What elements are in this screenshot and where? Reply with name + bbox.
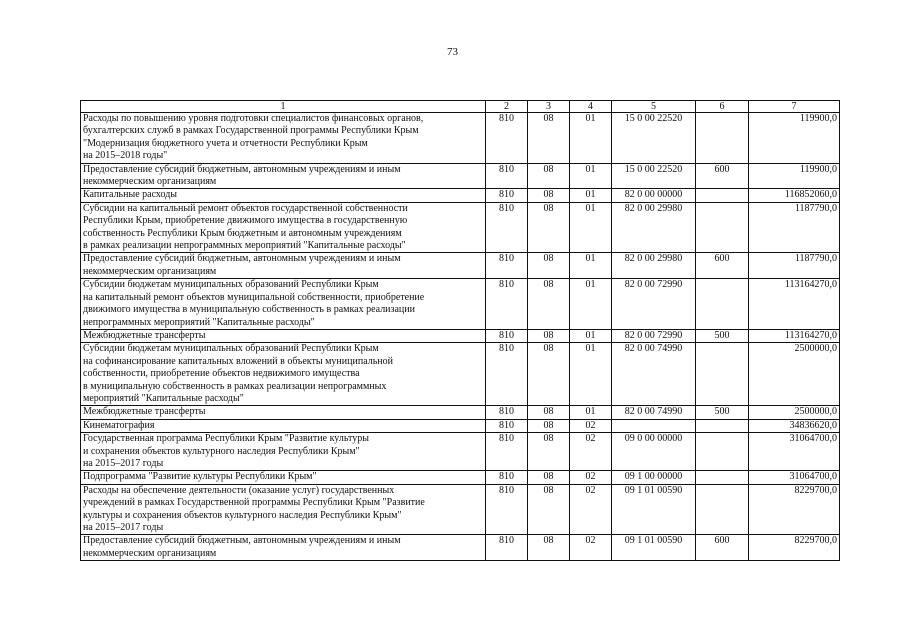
row-code-subsection: 01 bbox=[570, 163, 612, 189]
row-description: Расходы по повышению уровня подготовки специалистов финансовых органов, бухгалтерских служб в рамках Государственной программы Республики Крым "Модернизация бюджетного учета и отчетности Республики Крым на 2015–2018 годы" bbox=[81, 113, 486, 164]
row-code-section: 08 bbox=[528, 484, 570, 535]
page-number: 73 bbox=[447, 46, 458, 58]
table-row bbox=[81, 343, 840, 406]
row-code-section: 08 bbox=[528, 189, 570, 202]
row-description: Расходы на обеспечение деятельности (оказание услуг) государственных учреждений в рамках Государственной программы Республики Крым "Развитие культуры и сохранения объектов культурного наследия Республики Крым" на 2015–2017 годы bbox=[81, 484, 486, 535]
row-code-expense-type bbox=[696, 433, 749, 471]
row-code-subsection: 01 bbox=[570, 343, 612, 406]
row-code-subsection: 01 bbox=[570, 279, 612, 330]
table-row bbox=[81, 535, 840, 561]
row-description: Межбюджетные трансферты bbox=[81, 329, 486, 342]
row-code-expense-type: 500 bbox=[696, 329, 749, 342]
row-code-subsection: 02 bbox=[570, 433, 612, 471]
row-code-section: 08 bbox=[528, 253, 570, 279]
row-code-section: 08 bbox=[528, 113, 570, 164]
row-code-target: 15 0 00 22520 bbox=[612, 163, 696, 189]
row-code-section: 08 bbox=[528, 279, 570, 330]
row-description: Государственная программа Республики Крым "Развитие культуры и сохранения объектов культурного наследия Республики Крым" на 2015–2017 годы bbox=[81, 433, 486, 471]
row-code-section: 08 bbox=[528, 535, 570, 561]
row-code-ministry: 810 bbox=[486, 113, 528, 164]
row-code-expense-type bbox=[696, 189, 749, 202]
table-row bbox=[81, 419, 840, 432]
row-code-section: 08 bbox=[528, 163, 570, 189]
table-row bbox=[81, 202, 840, 253]
table-row bbox=[81, 484, 840, 535]
row-code-expense-type bbox=[696, 471, 749, 484]
row-code-expense-type bbox=[696, 202, 749, 253]
row-amount: 31064700,0 bbox=[749, 433, 840, 471]
row-description: Кинематография bbox=[81, 419, 486, 432]
row-code-target: 82 0 00 29980 bbox=[612, 202, 696, 253]
row-description: Субсидии на капитальный ремонт объектов государственной собственности Республики Крым, приобретение движимого имущества в государственную собственность Республики Крым бюджетным и автономным учреждениям в рамках реализации непрограммных мероприятий "Капитальные расходы" bbox=[81, 202, 486, 253]
row-code-subsection: 02 bbox=[570, 484, 612, 535]
row-description: Капитальные расходы bbox=[81, 189, 486, 202]
header-cell-5: 5 bbox=[612, 101, 696, 113]
row-code-subsection: 01 bbox=[570, 189, 612, 202]
row-description: Подпрограмма "Развитие культуры Республики Крым" bbox=[81, 471, 486, 484]
row-amount: 31064700,0 bbox=[749, 471, 840, 484]
row-amount: 113164270,0 bbox=[749, 329, 840, 342]
table-row bbox=[81, 433, 840, 471]
row-code-ministry: 810 bbox=[486, 329, 528, 342]
header-cell-1: 1 bbox=[81, 101, 486, 113]
row-code-expense-type bbox=[696, 113, 749, 164]
row-code-expense-type: 600 bbox=[696, 253, 749, 279]
row-code-target: 15 0 00 22520 bbox=[612, 113, 696, 164]
row-code-expense-type: 600 bbox=[696, 163, 749, 189]
row-code-ministry: 810 bbox=[486, 253, 528, 279]
row-amount: 1187790,0 bbox=[749, 253, 840, 279]
table-row bbox=[81, 329, 840, 342]
row-code-section: 08 bbox=[528, 406, 570, 419]
row-description: Предоставление субсидий бюджетным, автономным учреждениям и иным некоммерческим организациям bbox=[81, 163, 486, 189]
row-code-target: 82 0 00 74990 bbox=[612, 343, 696, 406]
row-code-expense-type bbox=[696, 279, 749, 330]
row-code-target: 82 0 00 00000 bbox=[612, 189, 696, 202]
row-amount: 8229700,0 bbox=[749, 484, 840, 535]
header-cell-2: 2 bbox=[486, 101, 528, 113]
row-code-ministry: 810 bbox=[486, 433, 528, 471]
budget-table bbox=[80, 100, 840, 561]
row-description: Субсидии бюджетам муниципальных образований Республики Крым на софинансирование капитальных вложений в объекты муниципальной собственности, приобретение объектов недвижимого имущества в муниципальную собственность в рамках реализации непрограммных мероприятий "Капитальные расходы" bbox=[81, 343, 486, 406]
row-code-subsection: 01 bbox=[570, 202, 612, 253]
row-code-expense-type bbox=[696, 343, 749, 406]
row-code-expense-type bbox=[696, 419, 749, 432]
row-code-ministry: 810 bbox=[486, 535, 528, 561]
row-code-target: 09 1 01 00590 bbox=[612, 484, 696, 535]
row-code-ministry: 810 bbox=[486, 419, 528, 432]
row-code-ministry: 810 bbox=[486, 163, 528, 189]
table-row bbox=[81, 163, 840, 189]
row-amount: 8229700,0 bbox=[749, 535, 840, 561]
row-code-ministry: 810 bbox=[486, 189, 528, 202]
row-code-ministry: 810 bbox=[486, 343, 528, 406]
row-code-target: 82 0 00 29980 bbox=[612, 253, 696, 279]
row-code-target: 82 0 00 72990 bbox=[612, 279, 696, 330]
row-amount: 2500000,0 bbox=[749, 406, 840, 419]
row-code-ministry: 810 bbox=[486, 279, 528, 330]
row-code-ministry: 810 bbox=[486, 202, 528, 253]
row-description: Субсидии бюджетам муниципальных образований Республики Крым на капитальный ремонт объектов муниципальной собственности, приобретение движимого имущества в муниципальную собственность в рамках реализации непрограммных мероприятий "Капитальные расходы" bbox=[81, 279, 486, 330]
row-amount: 119900,0 bbox=[749, 113, 840, 164]
row-amount: 116852060,0 bbox=[749, 189, 840, 202]
row-code-target: 82 0 00 74990 bbox=[612, 406, 696, 419]
header-cell-7: 7 bbox=[749, 101, 840, 113]
row-description: Предоставление субсидий бюджетным, автономным учреждениям и иным некоммерческим организациям bbox=[81, 535, 486, 561]
table-row bbox=[81, 189, 840, 202]
row-code-subsection: 02 bbox=[570, 419, 612, 432]
row-code-expense-type bbox=[696, 484, 749, 535]
row-amount: 2500000,0 bbox=[749, 343, 840, 406]
row-code-subsection: 01 bbox=[570, 253, 612, 279]
row-code-subsection: 02 bbox=[570, 471, 612, 484]
table-row bbox=[81, 113, 840, 164]
row-code-section: 08 bbox=[528, 343, 570, 406]
table-body bbox=[81, 113, 840, 561]
row-code-expense-type: 500 bbox=[696, 406, 749, 419]
row-code-expense-type: 600 bbox=[696, 535, 749, 561]
row-description: Предоставление субсидий бюджетным, автономным учреждениям и иным некоммерческим организациям bbox=[81, 253, 486, 279]
row-code-ministry: 810 bbox=[486, 471, 528, 484]
table-row bbox=[81, 279, 840, 330]
row-code-section: 08 bbox=[528, 329, 570, 342]
row-code-section: 08 bbox=[528, 202, 570, 253]
row-description: Межбюджетные трансферты bbox=[81, 406, 486, 419]
header-row bbox=[81, 101, 840, 113]
row-code-target: 09 1 00 00000 bbox=[612, 471, 696, 484]
row-code-ministry: 810 bbox=[486, 484, 528, 535]
row-code-subsection: 01 bbox=[570, 113, 612, 164]
row-code-subsection: 02 bbox=[570, 535, 612, 561]
header-cell-6: 6 bbox=[696, 101, 749, 113]
row-code-target bbox=[612, 419, 696, 432]
row-code-section: 08 bbox=[528, 419, 570, 432]
header-cell-3: 3 bbox=[528, 101, 570, 113]
row-amount: 113164270,0 bbox=[749, 279, 840, 330]
row-amount: 34836620,0 bbox=[749, 419, 840, 432]
row-amount: 119900,0 bbox=[749, 163, 840, 189]
row-code-section: 08 bbox=[528, 433, 570, 471]
table-row bbox=[81, 253, 840, 279]
header-cell-4: 4 bbox=[570, 101, 612, 113]
row-code-target: 09 1 01 00590 bbox=[612, 535, 696, 561]
row-code-target: 09 0 00 00000 bbox=[612, 433, 696, 471]
row-code-subsection: 01 bbox=[570, 329, 612, 342]
table-row bbox=[81, 406, 840, 419]
row-code-target: 82 0 00 72990 bbox=[612, 329, 696, 342]
table-row bbox=[81, 471, 840, 484]
row-amount: 1187790,0 bbox=[749, 202, 840, 253]
row-code-ministry: 810 bbox=[486, 406, 528, 419]
row-code-subsection: 01 bbox=[570, 406, 612, 419]
row-code-section: 08 bbox=[528, 471, 570, 484]
